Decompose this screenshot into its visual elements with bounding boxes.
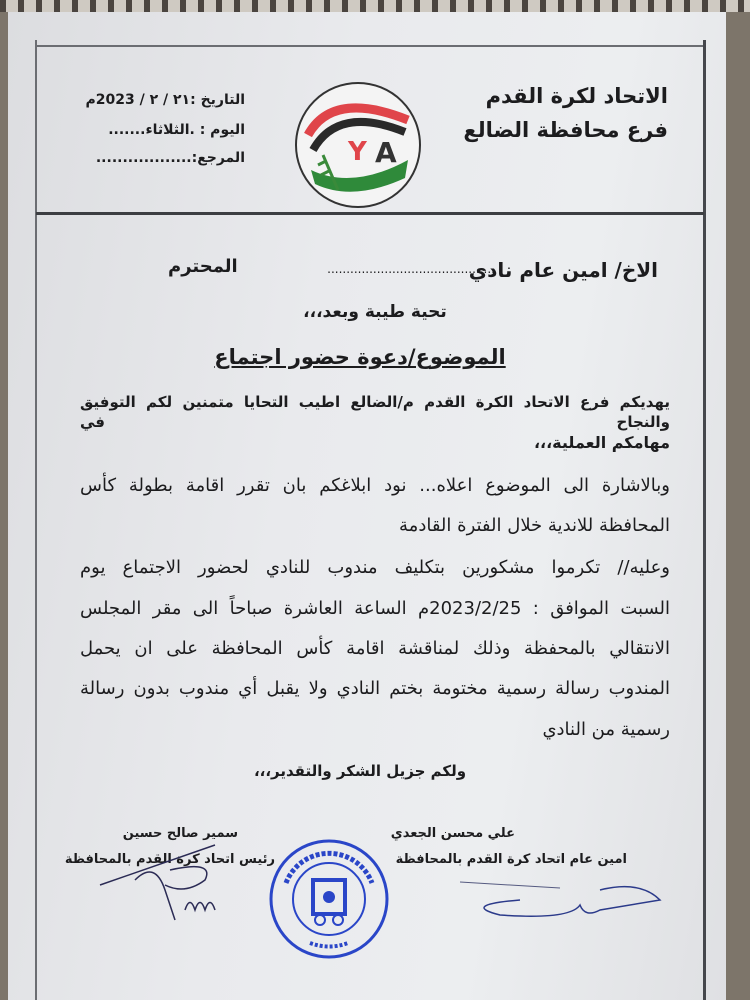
body-line: السبت الموافق : 2023/2/25م الساعة العاشرة صباحاً الى مقر المجلس [80,598,670,619]
addressee: الاخ/ امين عام نادي [468,258,658,282]
day-field: اليوم : .الثلاثاء....... [108,122,245,138]
org-branch: فرع محافظة الضالع [463,118,668,142]
subject: الموضوع/دعوة حضور اجتماع [214,345,506,369]
official-stamp [268,838,390,960]
frame-border-right [703,40,706,1000]
org-name: الاتحاد لكرة القدم [485,84,668,108]
logo-text: Y [348,137,367,167]
frame-border-left [35,40,37,1000]
body-line: مهامكم العملية،،، [533,433,670,452]
reference-field: المرجع:.................. [95,150,245,166]
body-line: يهديكم فرع الاتحاد الكرة القدم م/الضالع اطيب التحايا متمنين لكم التوفيق والنجاح في [80,393,670,431]
svg-text:A: A [375,136,397,169]
header-divider [36,212,704,215]
greeting: تحية طيبة وبعد،،، [303,302,447,322]
right-signatory-title: امين عام اتحاد كرة القدم بالمحافظة [395,852,627,867]
closing: ولكم جزيل الشكر والتقدير،،، [253,762,467,780]
federation-logo [293,80,423,210]
right-signatory-name: علي محسن الجعدي [390,826,515,841]
body-line: رسمية من النادي [542,719,670,740]
body-line: وبالاشارة الى الموضوع اعلاه... نود ابلاغكم بان تقرر اقامة بطولة كأس [80,475,670,496]
frame-border-top [35,45,705,47]
body-line: المحافظة للاندية خلال الفترة القادمة [399,515,670,536]
addressee-dots: ............................................ [327,262,495,276]
right-signature [460,880,670,930]
left-signatory-name: سمير صالح حسين [122,826,238,841]
body-line: الانتقالي بالمحفظة وذلك لمناقشة اقامة كأس المحافظة على ان يحمل [80,638,670,659]
date-field: التاريخ :٢١ / ٢ / 2023م [85,92,245,108]
left-signatory-title: رئيس اتحاد كرة القدم بالمحافظة [64,852,275,867]
body-line: وعليه// تكرموا مشكورين بتكليف مندوب للنادي لحضور الاجتماع يوم [80,557,670,578]
honorific: المحترم [168,256,238,277]
left-signature [95,840,255,930]
body-line: المندوب رسالة رسمية مختومة بختم النادي ولا يقبل أي مندوب بدون رسالة [80,678,670,699]
notebook-binding [0,0,750,12]
